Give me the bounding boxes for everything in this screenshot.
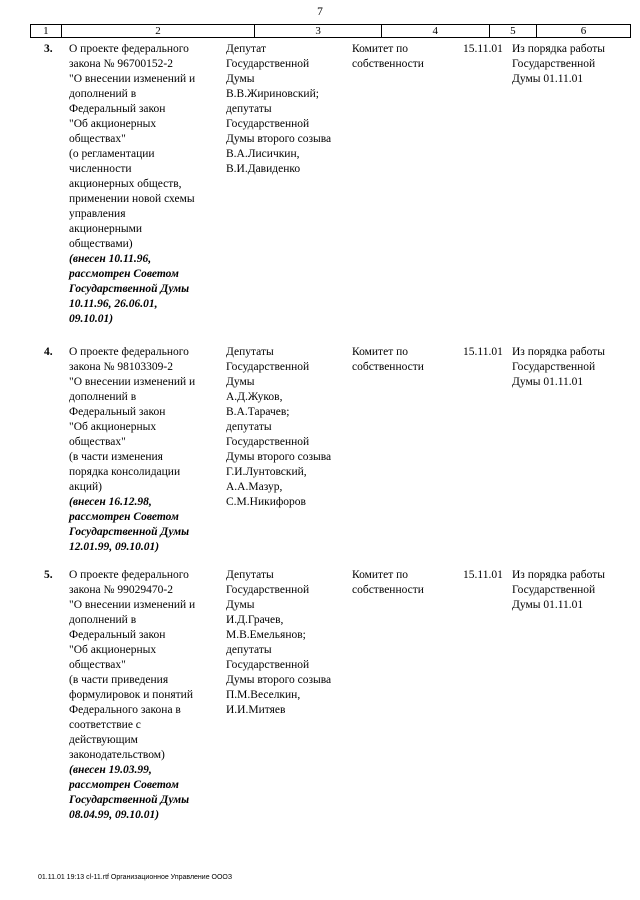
- committee-cell: [352, 568, 452, 598]
- bill-title-line: обществах": [69, 659, 126, 671]
- status-line: Из порядка работы: [512, 346, 605, 358]
- bill-note-line: 08.04.99, 09.10.01): [69, 809, 160, 821]
- bill-title-line: Федеральный закон: [69, 103, 166, 115]
- bill-note-line: 09.10.01): [69, 313, 114, 325]
- column-header-table: [30, 24, 631, 38]
- author-line: Депутаты: [226, 346, 274, 358]
- author-line: Государственной: [226, 58, 310, 70]
- bill-title-line: обществами): [69, 238, 133, 250]
- status-line: Думы 01.11.01: [512, 599, 584, 611]
- status-line: Из порядка работы: [512, 569, 605, 581]
- author-line: Думы: [226, 599, 255, 611]
- status-line: Думы 01.11.01: [512, 376, 584, 388]
- bill-title-line: численности: [69, 163, 132, 175]
- bill-title-line: О проекте федерального: [69, 346, 189, 358]
- committee-cell: [352, 345, 452, 375]
- bill-title-line: Федерального закона в: [69, 704, 181, 716]
- bill-title-line: О проекте федерального: [69, 43, 189, 55]
- bill-title-cell: [69, 42, 224, 327]
- bill-title-cell: [69, 568, 224, 823]
- author-line: Государственной: [226, 584, 310, 596]
- authors-cell: [226, 568, 352, 718]
- author-line: депутаты: [226, 103, 272, 115]
- author-line: Депутат: [226, 43, 266, 55]
- author-line: Государственной: [226, 118, 310, 130]
- committee-line: собственности: [352, 58, 424, 70]
- author-line: депутаты: [226, 421, 272, 433]
- committee-line: Комитет по: [352, 43, 408, 55]
- status-line: Государственной: [512, 58, 596, 70]
- bill-title-cell: [69, 345, 224, 555]
- author-line: Думы: [226, 376, 255, 388]
- author-line: Думы второго созыва: [226, 674, 332, 686]
- committee-line: собственности: [352, 361, 424, 373]
- author-line: А.А.Мазур,: [226, 481, 283, 493]
- bill-note-line: (внесен 10.11.96,: [69, 253, 152, 265]
- page-number: 7: [317, 6, 323, 18]
- bill-title-line: "О внесении изменений и: [69, 376, 196, 388]
- col-header-4: 4: [381, 25, 489, 38]
- author-line: И.И.Митяев: [226, 704, 286, 716]
- author-line: депутаты: [226, 644, 272, 656]
- bill-title-line: "Об акционерных: [69, 421, 157, 433]
- author-line: И.Д.Грачев,: [226, 614, 284, 626]
- bill-title-line: обществах": [69, 436, 126, 448]
- status-line: Государственной: [512, 361, 596, 373]
- date-cell: 15.11.01: [463, 569, 503, 581]
- author-line: Государственной: [226, 436, 310, 448]
- bill-note-line: Государственной Думы: [69, 283, 190, 295]
- bill-note-line: рассмотрен Советом: [69, 268, 179, 280]
- status-line: Государственной: [512, 584, 596, 596]
- bill-title-line: дополнений в: [69, 614, 137, 626]
- bill-note-line: (внесен 19.03.99,: [69, 764, 152, 776]
- author-line: П.М.Веселкин,: [226, 689, 301, 701]
- author-line: Государственной: [226, 361, 310, 373]
- footer-text: 01.11.01 19:13 cl-11.rtf Организационное Управление ОООЗ: [38, 874, 233, 881]
- date-cell: 15.11.01: [463, 346, 503, 358]
- bill-title-line: О проекте федерального: [69, 569, 189, 581]
- author-line: Думы второго созыва: [226, 451, 332, 463]
- bill-title-line: "Об акционерных: [69, 118, 157, 130]
- bill-title-line: Федеральный закон: [69, 406, 166, 418]
- bill-title-line: (о регламентации: [69, 148, 155, 160]
- status-cell: [512, 568, 632, 613]
- bill-title-line: дополнений в: [69, 88, 137, 100]
- col-header-5: 5: [489, 25, 536, 38]
- author-line: Государственной: [226, 659, 310, 671]
- bill-title-line: управления: [69, 208, 126, 220]
- col-header-3: 3: [255, 25, 382, 38]
- item-number: 5.: [44, 569, 53, 581]
- bill-title-line: "О внесении изменений и: [69, 73, 196, 85]
- bill-note-line: Государственной Думы: [69, 794, 190, 806]
- author-line: В.А.Тарачев;: [226, 406, 290, 418]
- bill-title-line: акций): [69, 481, 102, 493]
- bill-note-line: 12.01.99, 09.10.01): [69, 541, 160, 553]
- bill-note-line: Государственной Думы: [69, 526, 190, 538]
- bill-note-line: рассмотрен Советом: [69, 779, 179, 791]
- bill-title-line: обществах": [69, 133, 126, 145]
- bill-title-line: порядка консолидации: [69, 466, 181, 478]
- col-header-2: 2: [61, 25, 255, 38]
- bill-title-line: формулировок и понятий: [69, 689, 193, 701]
- bill-title-line: соответствие с: [69, 719, 141, 731]
- item-number: 3.: [44, 43, 53, 55]
- author-line: В.В.Жириновский;: [226, 88, 319, 100]
- bill-note-line: 10.11.96, 26.06.01,: [69, 298, 158, 310]
- status-cell: [512, 345, 632, 390]
- bill-title-line: закона № 98103309-2: [69, 361, 173, 373]
- author-line: Депутаты: [226, 569, 274, 581]
- status-cell: [512, 42, 632, 87]
- date-cell: 15.11.01: [463, 43, 503, 55]
- bill-title-line: дополнений в: [69, 391, 137, 403]
- committee-line: Комитет по: [352, 569, 408, 581]
- bill-title-line: действующим: [69, 734, 138, 746]
- author-line: Г.И.Лунтовский,: [226, 466, 307, 478]
- authors-cell: [226, 42, 352, 177]
- committee-line: собственности: [352, 584, 424, 596]
- item-number: 4.: [44, 346, 53, 358]
- author-line: Думы второго созыва: [226, 133, 332, 145]
- bill-title-line: акционерными: [69, 223, 143, 235]
- bill-title-line: (в части изменения: [69, 451, 163, 463]
- author-line: М.В.Емельянов;: [226, 629, 306, 641]
- bill-title-line: применении новой схемы: [69, 193, 195, 205]
- bill-note-line: рассмотрен Советом: [69, 511, 179, 523]
- author-line: В.А.Лисичкин,: [226, 148, 300, 160]
- bill-title-line: акционерных обществ,: [69, 178, 182, 190]
- bill-title-line: Федеральный закон: [69, 629, 166, 641]
- status-line: Из порядка работы: [512, 43, 605, 55]
- status-line: Думы 01.11.01: [512, 73, 584, 85]
- bill-title-line: закона № 99029470-2: [69, 584, 173, 596]
- col-header-1: 1: [31, 25, 62, 38]
- author-line: В.И.Давиденко: [226, 163, 301, 175]
- committee-line: Комитет по: [352, 346, 408, 358]
- bill-title-line: "Об акционерных: [69, 644, 157, 656]
- author-line: С.М.Никифоров: [226, 496, 306, 508]
- bill-title-line: закона № 96700152-2: [69, 58, 173, 70]
- authors-cell: [226, 345, 352, 510]
- bill-note-line: (внесен 16.12.98,: [69, 496, 152, 508]
- committee-cell: [352, 42, 452, 72]
- author-line: А.Д.Жуков,: [226, 391, 283, 403]
- bill-title-line: "О внесении изменений и: [69, 599, 196, 611]
- author-line: Думы: [226, 73, 255, 85]
- bill-title-line: (в части приведения: [69, 674, 169, 686]
- bill-title-line: законодательством): [69, 749, 165, 761]
- col-header-6: 6: [537, 25, 631, 38]
